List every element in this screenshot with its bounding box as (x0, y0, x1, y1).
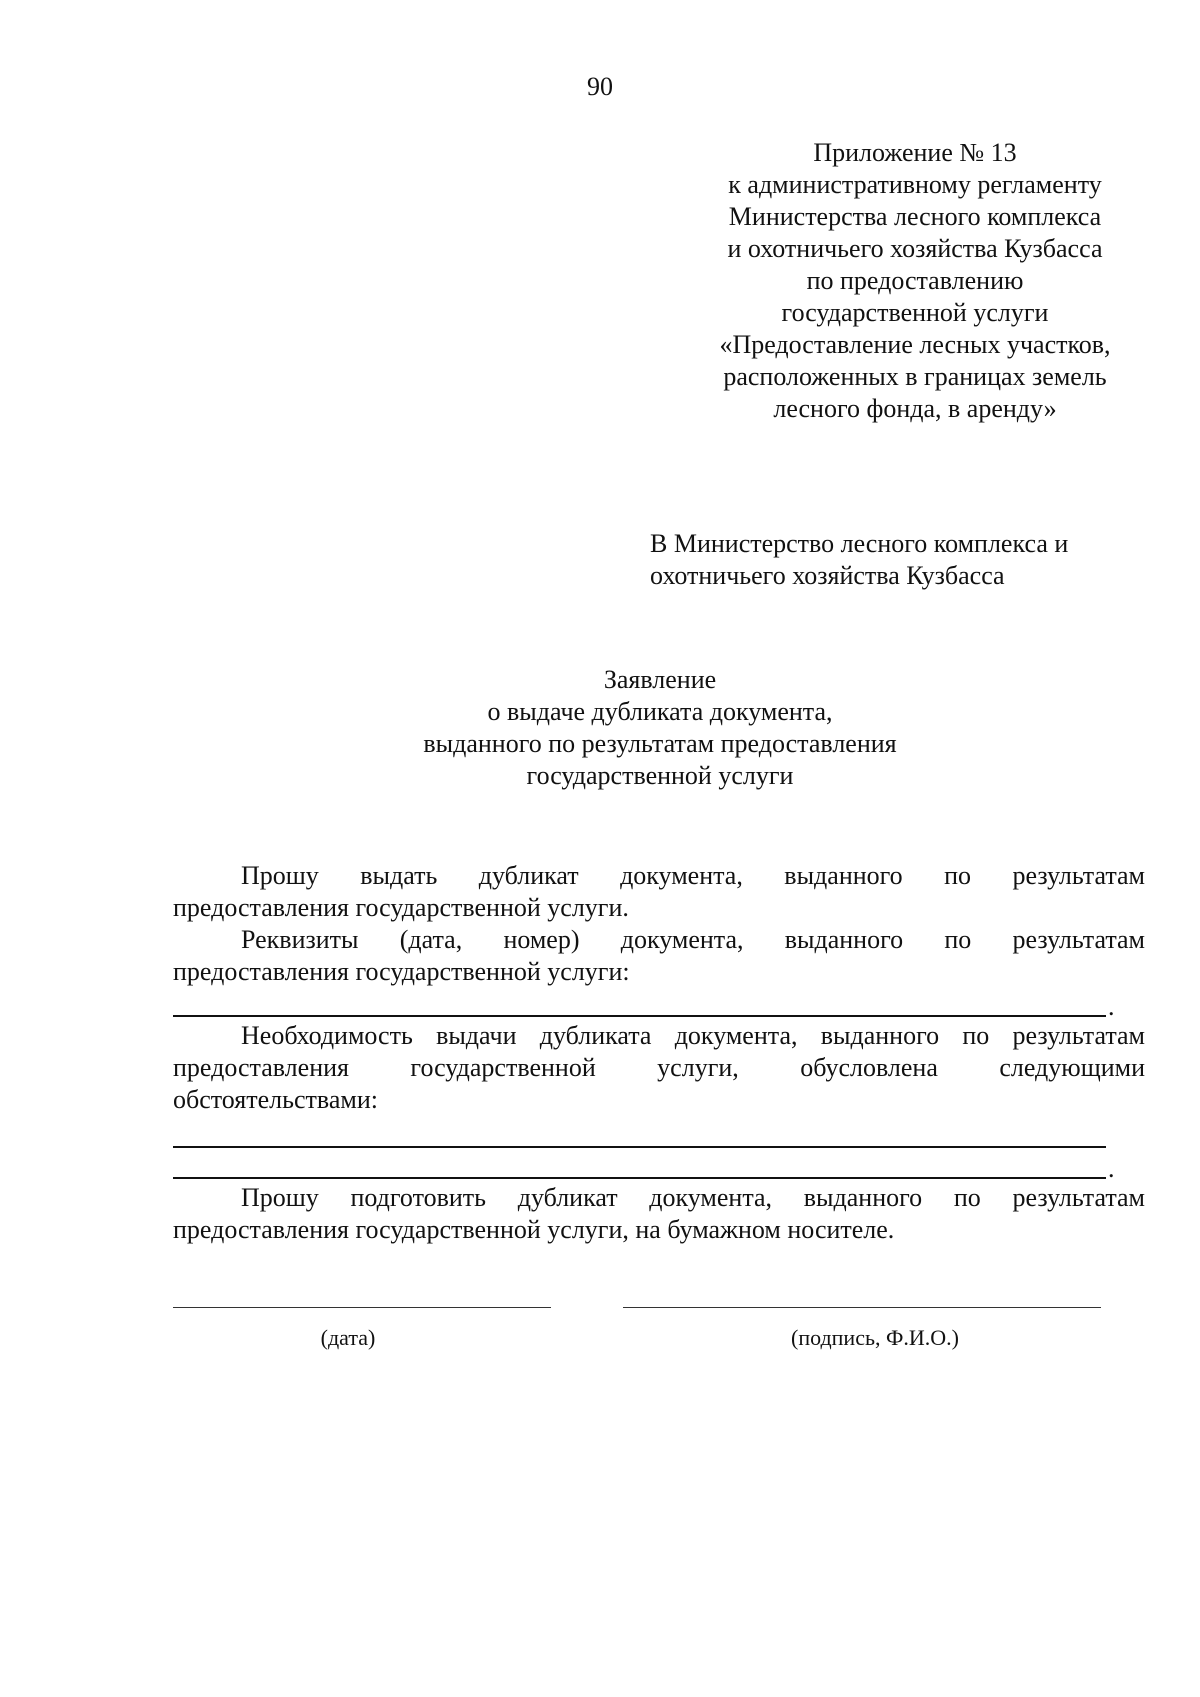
paragraph-circumstances (173, 1020, 1145, 1116)
signature-line[interactable] (623, 1307, 1101, 1308)
appendix-header (700, 137, 1130, 425)
paragraph-line: Необходимость выдачи дубликата документа, выданного по результатам (241, 1021, 1145, 1050)
paragraph-paper-copy (173, 1182, 1145, 1246)
fill-line-period: . (1108, 992, 1115, 1021)
title-line: выданного по результатам предоставления (423, 729, 897, 758)
appendix-line: Приложение № 13 (813, 138, 1017, 167)
requisites-fill-line[interactable] (173, 1015, 1106, 1017)
paragraph-line: предоставления государственной услуги, на бумажном носителе. (173, 1215, 895, 1244)
signature-caption: (подпись, Ф.И.О.) (791, 1325, 959, 1350)
appendix-line: к административному регламенту (728, 170, 1102, 199)
paragraph-line: предоставления государственной услуги: (173, 957, 630, 986)
title-line: государственной услуги (526, 761, 794, 790)
date-line[interactable] (173, 1307, 551, 1308)
appendix-line: государственной услуги (781, 298, 1049, 327)
paragraph-request (173, 860, 1145, 924)
paragraph-line: Прошу выдать дубликат документа, выданного по результатам (241, 861, 1145, 890)
title-line: о выдаче дубликата документа, (487, 697, 833, 726)
circumstances-fill-line-2[interactable] (173, 1177, 1106, 1179)
addressee-line: охотничьего хозяйства Кузбасса (650, 561, 1005, 590)
paragraph-line: обстоятельствами: (173, 1085, 378, 1114)
paragraph-line: Реквизиты (дата, номер) документа, выданного по результатам (241, 925, 1145, 954)
appendix-line: и охотничьего хозяйства Кузбасса (727, 234, 1103, 263)
paragraph-line: Прошу подготовить дубликат документа, выданного по результатам (241, 1183, 1145, 1212)
fill-line-period: . (1108, 1154, 1115, 1183)
paragraph-requisites (173, 924, 1145, 988)
addressee-block (650, 528, 1160, 592)
appendix-line: «Предоставление лесных участков, (719, 330, 1111, 359)
title-line: Заявление (603, 665, 717, 694)
paragraph-line: предоставления государственной услуги. (173, 893, 629, 922)
date-caption: (дата) (320, 1325, 376, 1350)
appendix-line: лесного фонда, в аренду» (773, 394, 1057, 423)
appendix-line: Министерства лесного комплекса (728, 202, 1102, 231)
paragraph-line: предоставления государственной услуги, обусловлена следующими (173, 1053, 1145, 1082)
page-number: 90 (587, 72, 613, 101)
appendix-line: расположенных в границах земель (723, 362, 1107, 391)
appendix-line: по предоставлению (806, 266, 1024, 295)
document-title (0, 664, 1200, 792)
circumstances-fill-line-1[interactable] (173, 1146, 1106, 1148)
addressee-line: В Министерство лесного комплекса и (650, 529, 1069, 558)
